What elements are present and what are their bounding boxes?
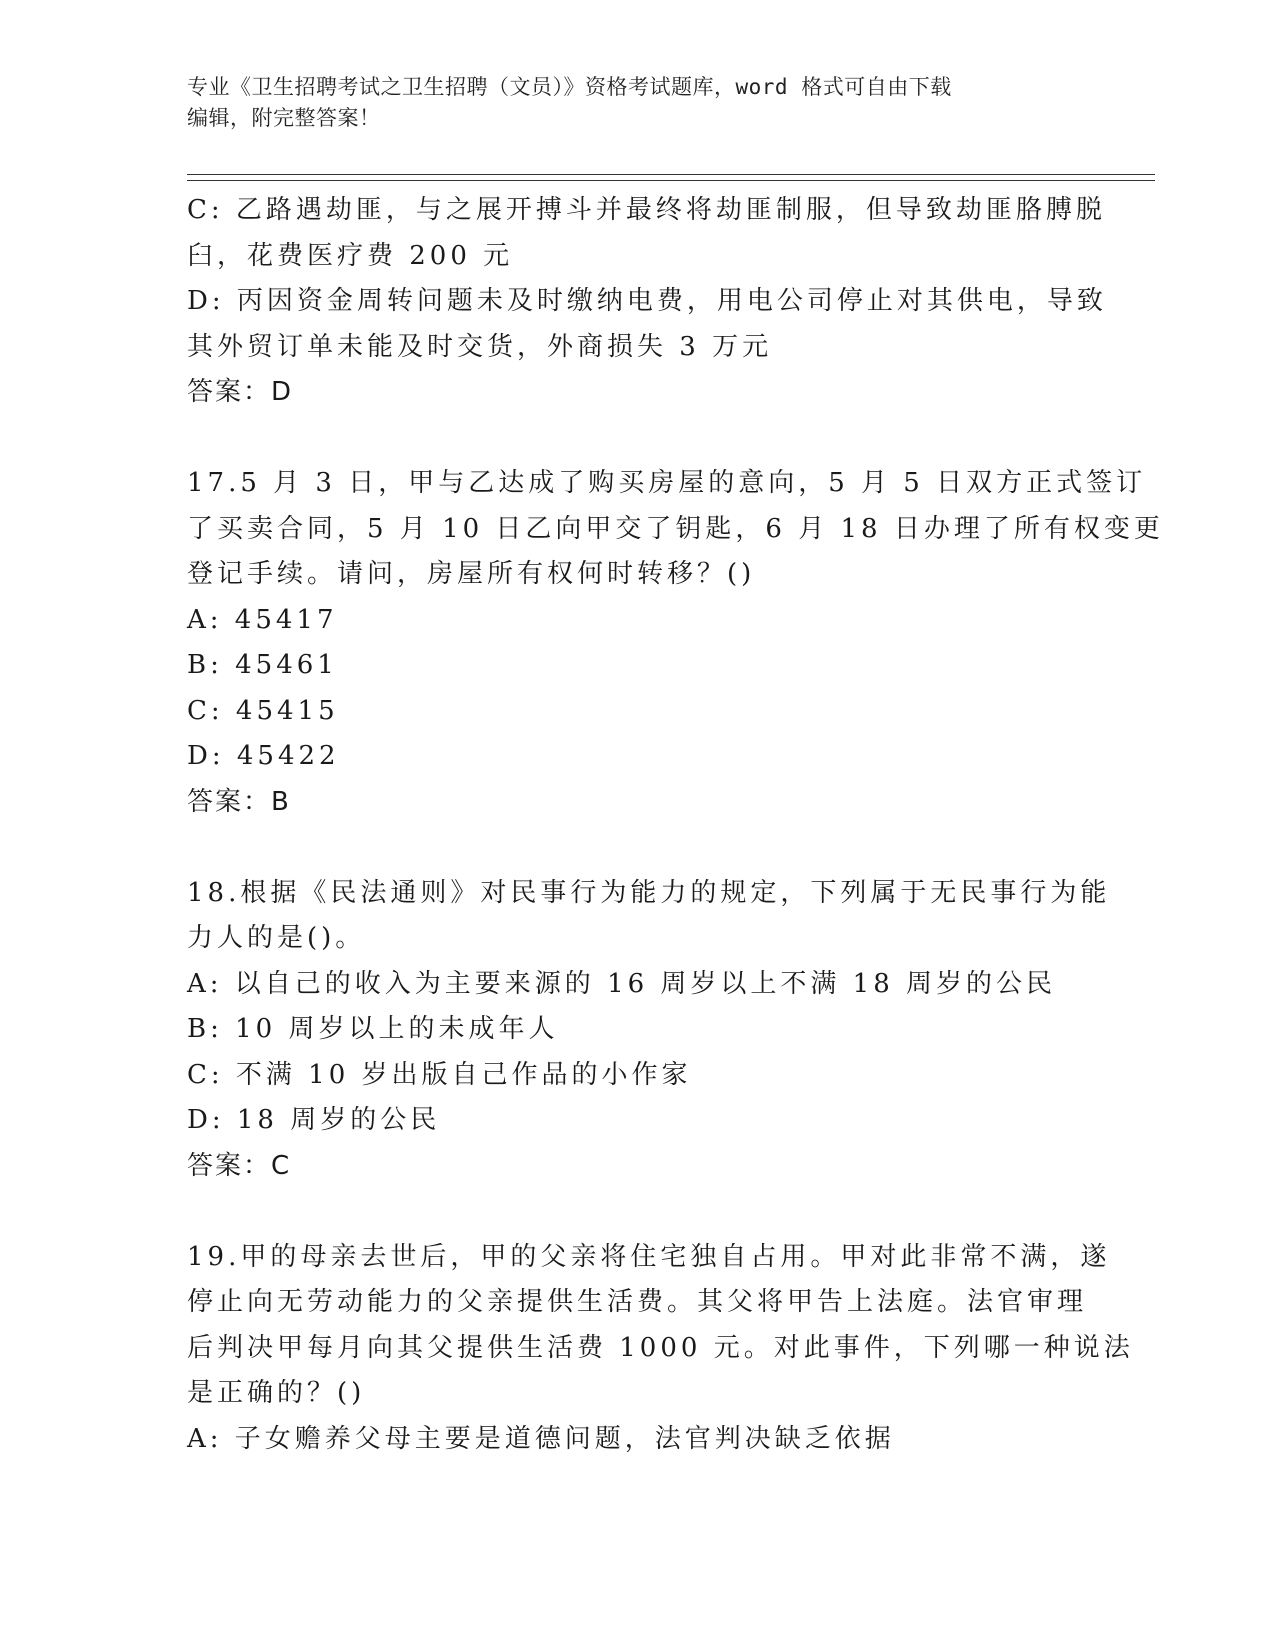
option-c-line-2: 臼，花费医疗费 200 元 — [187, 240, 514, 271]
question-19 — [187, 1235, 1134, 1463]
question-17 — [187, 461, 1164, 825]
question-stem-line-2: 力人的是()。 — [187, 923, 366, 953]
question-stem-line-3: 后判决甲每月向其父提供生活费 1000 元。对此事件，下列哪一种说法 — [187, 1332, 1134, 1363]
option-c-line-1: C: 乙路遇劫匪，与之展开搏斗并最终将劫匪制服，但导致劫匪胳膊脱 — [187, 195, 1106, 225]
option-b: B: 45461 — [187, 650, 338, 680]
spacer — [187, 1189, 1087, 1235]
document-header — [187, 72, 1087, 134]
option-a: A: 子女赡养父母主要是道德问题，法官判决缺乏依据 — [187, 1423, 895, 1454]
option-d-line-2: 其外贸订单未能及时交货，外商损失 3 万元 — [187, 331, 773, 362]
answer: 答案：B — [187, 786, 291, 817]
option-a: A: 45417 — [187, 604, 338, 635]
spacer — [187, 825, 1087, 871]
question-16-continued — [187, 188, 1107, 416]
option-d-line-1: D: 丙因资金周转问题未及时缴纳电费，用电公司停止对其供电，导致 — [187, 286, 1107, 316]
spacer — [187, 416, 1087, 462]
question-stem-line-1: 18.根据《民法通则》对民事行为能力的规定，下列属于无民事行为能 — [187, 877, 1111, 908]
answer: 答案：D — [187, 377, 294, 407]
header-line-1: 专业《卫生招聘考试之卫生招聘（文员）》资格考试题库，word 格式可自由下载 — [187, 75, 952, 99]
option-c: C: 不满 10 岁出版自己作品的小作家 — [187, 1059, 692, 1090]
question-stem-line-1: 17.5 月 3 日，甲与乙达成了购买房屋的意向，5 月 5 日双方正式签订 — [187, 468, 1147, 498]
question-18 — [187, 871, 1111, 1190]
header-divider-bottom — [187, 180, 1155, 181]
question-stem-line-3: 登记手续。请问，房屋所有权何时转移？() — [187, 559, 756, 589]
option-d: D: 45422 — [187, 741, 340, 771]
option-b: B: 10 周岁以上的未成年人 — [187, 1014, 559, 1044]
question-stem-line-2: 了买卖合同，5 月 10 日乙向甲交了钥匙，6 月 18 日办理了所有权变更 — [187, 513, 1164, 544]
header-divider-top — [187, 174, 1155, 175]
option-c: C: 45415 — [187, 695, 339, 726]
document-body — [187, 188, 1164, 1462]
answer: 答案：C — [187, 1150, 292, 1181]
header-line-2: 编辑，附完整答案！ — [187, 106, 381, 130]
option-d: D: 18 周岁的公民 — [187, 1105, 441, 1135]
option-a: A: 以自己的收入为主要来源的 16 周岁以上不满 18 周岁的公民 — [187, 968, 1057, 999]
question-stem-line-4: 是正确的？() — [187, 1378, 366, 1408]
question-stem-line-1: 19.甲的母亲去世后，甲的父亲将住宅独自占用。甲对此非常不满，遂 — [187, 1241, 1111, 1272]
question-stem-line-2: 停止向无劳动能力的父亲提供生活费。其父将甲告上法庭。法官审理 — [187, 1287, 1088, 1317]
